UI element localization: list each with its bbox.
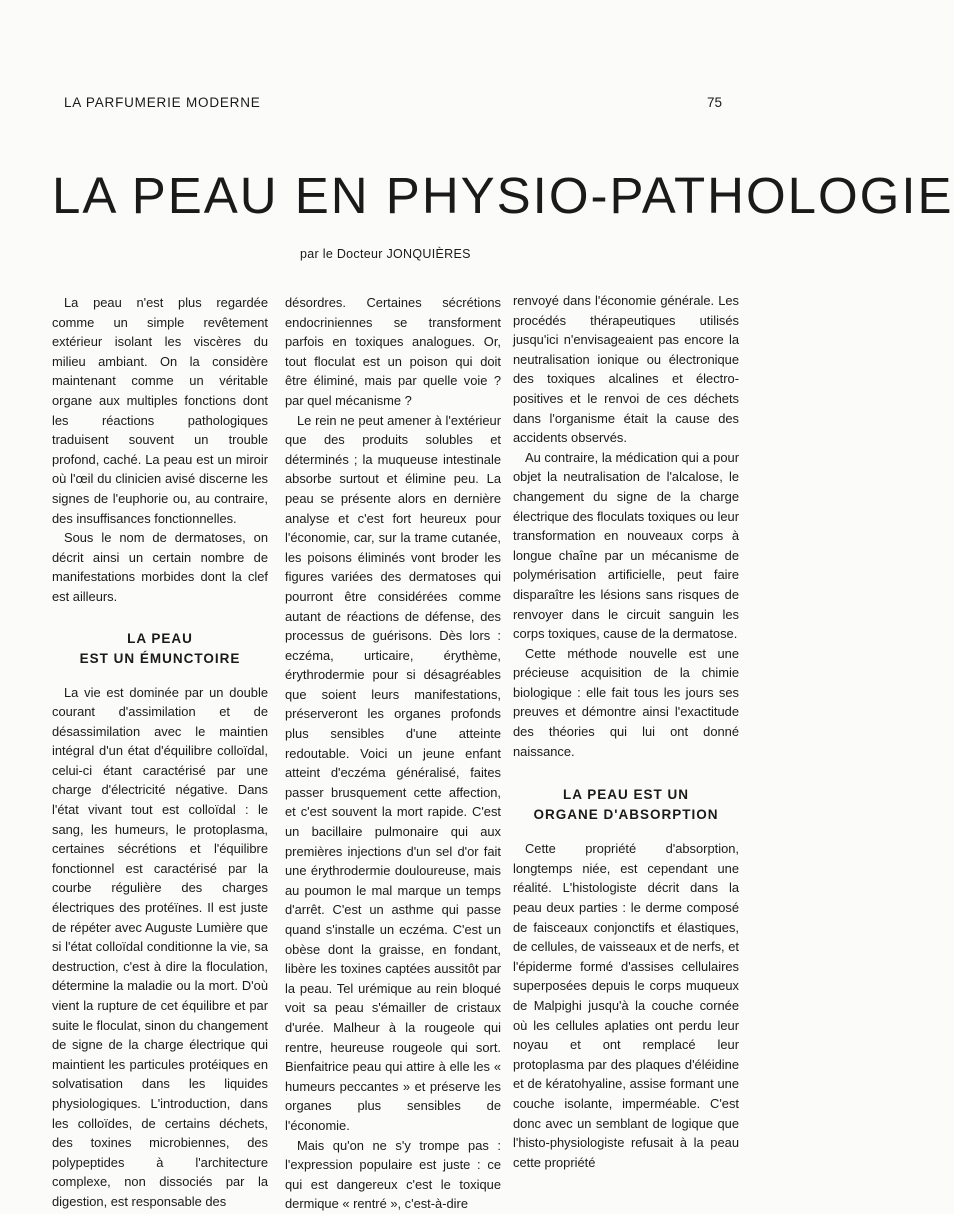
text-column-2	[285, 293, 501, 1214]
heading-line: LA PEAU	[127, 630, 193, 646]
heading-line: ORGANE D'ABSORPTION	[533, 807, 719, 823]
article-byline: par le Docteur JONQUIÈRES	[300, 247, 471, 261]
section-heading-emonctoire	[52, 629, 268, 669]
paragraph: Cette propriété d'absorption, longtemps niée, est cependant une réalité. L'histologiste décrit dans la peau deux parties : le derme composé de faisceaux conjonctifs et élastiques, de cellules, de vaisseaux et de nerfs, et l'épiderme formé d'assises cellulaires superposées depuis le corps muqueux de Malpighi jusqu'à la couche cornée où les cellules aplaties ont perdu leur noyau et ont remplacé leur protoplasma par des plaques d'éléidine et de kératohyaline, assise formant une couche isolante, imperméable. C'est donc avec un semblant de logique que l'histo-physiologiste refusait à la peau cette propriété	[513, 841, 739, 1170]
section-heading-absorption	[513, 785, 739, 825]
article-title: LA PEAU EN PHYSIO-PATHOLOGIE	[52, 167, 954, 224]
running-header-journal: LA PARFUMERIE MODERNE	[64, 95, 261, 110]
paragraph: Mais qu'on ne s'y trompe pas : l'expression populaire est juste : ce qui est dangereux c'est le toxique dermique « rentré », c'est-à-dire	[285, 1137, 501, 1212]
paragraph: renvoyé dans l'économie générale. Les procédés thérapeutiques utilisés jusqu'ici n'envisageaient pas encore la neutralisation ionique ou électronique des toxiques alcalines et électro-positives et le renvoi de ces déchets dans l'organisme était la cause des accidents observés.	[513, 293, 739, 446]
heading-line: EST UN ÉMUNCTOIRE	[79, 650, 241, 666]
heading-line: LA PEAU EST UN	[562, 787, 689, 803]
paragraph: Le rein ne peut amener à l'extérieur que des produits solubles et déterminés ; la muqueuse intestinale absorbe surtout et élimine peu. La peau se présente alors en dernière analyse et c'est fort heureux pour l'économie, car, sur la trame cutanée, les poisons éliminés vont broder les figures variées des dermatoses qui pourront être considérées comme autant de réactions de défense, des processus de guérisons. Dès lors : eczéma, urticaire, érythème, érythrodermie pour si désagréables que soient leurs manifestations, préserveront les organes profonds plus sensibles d'une atteinte redoutable. Voici un jeune enfant atteint d'eczéma généralisé, faites passer brusquement cette affection, et c'est souvent la mort rapide. C'est un bacillaire pulmonaire qui aux premières injections d'un sel d'or fait une érythrodermie douloureuse, mais au poumon le mal marque un temps d'arrêt. C'est un asthme qui passe quand s'installe un eczéma. C'est un obèse dont la graisse, en fondant, libère les toxines captées aussitôt par la peau. Tel urémique au rein bloqué voit sa peau s'émailler de cristaux d'urée. Malheur à la rougeole qui rentre, heureuse rougeole qui sort. Bienfaitrice peau qui attire à elle les « humeurs peccantes » et préserve les organes plus sensibles de l'économie.	[285, 412, 501, 1133]
paragraph: désordres. Certaines sécrétions endocriniennes se transforment parfois en toxiques analogues. Or, tout floculat est un poison qui doit être éliminé, mais par quelle voie ? par quel mécanisme ?	[285, 295, 501, 408]
text-column-1	[52, 293, 268, 1212]
paragraph: Cette méthode nouvelle est une précieuse acquisition de la chimie biologique : elle fait tous les jours ses preuves et démontre ainsi l'exactitude des théories qui lui ont donné naissance.	[513, 645, 739, 759]
page-number: 75	[706, 95, 722, 110]
paragraph: Au contraire, la médication qui a pour objet la neutralisation de l'alcalose, le changement du signe de la charge électrique des floculats toxiques ou leur transformation en nouveaux corps à longue chaîne par un mécanisme de polymérisation artificielle, peut faire disparaître les lésions sans risques de renvoyer dans le circuit sanguin les corps toxiques, cause de la dermatose.	[513, 449, 739, 642]
text-column-3	[513, 291, 739, 1172]
paragraph: La vie est dominée par un double courant d'assimilation et de désassimilation avec le maintien intégral d'un état d'équilibre colloïdal, celui-ci étant caractérisé par une charge d'électricité négative. Dans l'état vivant tout est colloïdal : le sang, les humeurs, le protoplasma, certaines sécrétions et l'équilibre fonctionnel est caractérisé par la courbe régulière des charges électriques des protéïnes. Il est juste de répéter avec Auguste Lumière que si l'état colloïdal conditionne la vie, sa destruction, c'est à dire la floculation, détermine la maladie ou la mort. D'où vient la rupture de cet équilibre et par suite le floculat, sinon du changement de signe de la charge électrique qui maintient les particules protéiques en solvatisation dans les liquides physiologiques. L'introduction, dans les colloïdes, de certains déchets, des toxines microbiennes, des polypeptides à l'architecture complexe, non dissociés par la digestion, est responsable des	[52, 684, 268, 1209]
paragraph: Sous le nom de dermatoses, on décrit ainsi un certain nombre de manifestations morbides dont la clef est ailleurs.	[52, 530, 268, 604]
paragraph: La peau n'est plus regardée comme un simple revêtement extérieur isolant les viscères du milieu ambiant. On la considère maintenant comme un véritable organe aux multiples fonctions dont les réactions pathologiques traduisent souvent un trouble profond, caché. La peau est un miroir où l'œil du clinicien avisé discerne les signes de l'euphorie ou, au contraire, des insuffisances fonctionnelles.	[52, 295, 268, 526]
